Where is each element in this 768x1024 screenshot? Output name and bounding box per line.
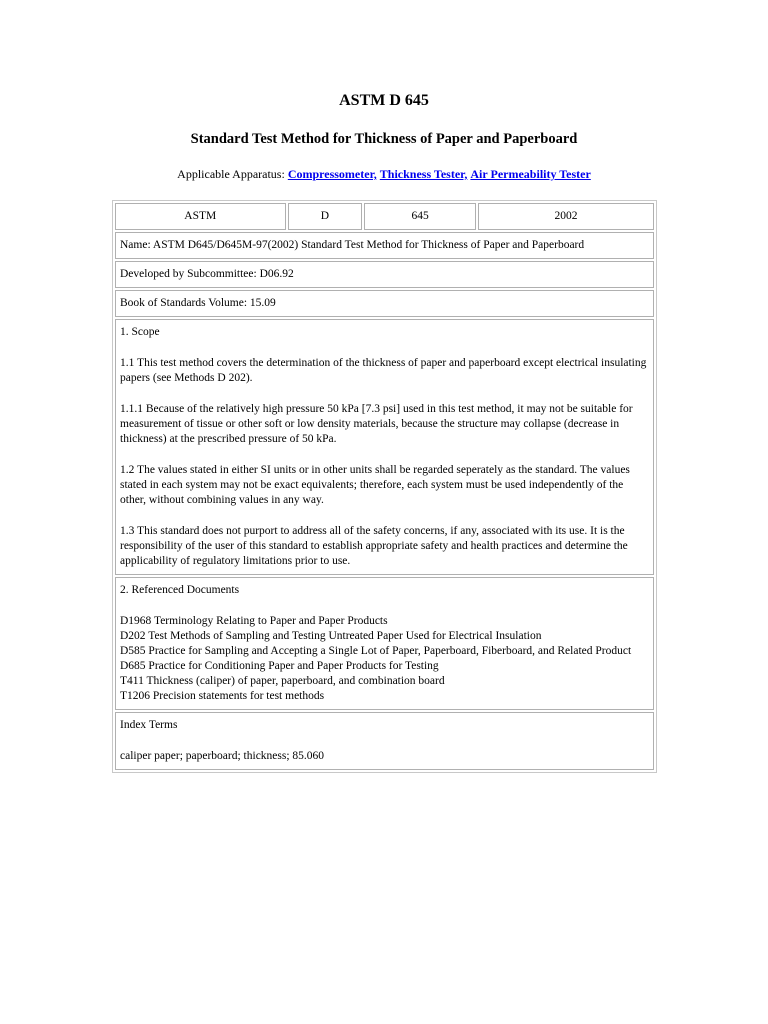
book-volume-cell: Book of Standards Volume: 15.09 — [115, 290, 654, 317]
thickness-tester-link[interactable]: Thickness Tester, — [379, 167, 468, 181]
reference-item: T1206 Precision statements for test methods — [120, 690, 325, 702]
index-terms-text: caliper paper; paperboard; thickness; 85.060 — [120, 750, 325, 762]
reference-item: D585 Practice for Sampling and Accepting a Single Lot of Paper, Paperboard, Fiberboard, and Related Product — [120, 645, 632, 657]
scope-heading: 1. Scope — [120, 326, 160, 338]
air-permeability-tester-link[interactable]: Air Permeability Tester — [470, 167, 591, 181]
reference-item: D202 Test Methods of Sampling and Testing Untreated Paper Used for Electrical Insulation — [120, 630, 542, 642]
references-heading: 2. Referenced Documents — [120, 584, 240, 596]
developed-by-cell: Developed by Subcommittee: D06.92 — [115, 261, 654, 288]
scope-cell — [115, 319, 654, 575]
applicable-apparatus — [0, 167, 768, 182]
header-cell-number: 645 — [364, 203, 476, 230]
page-subtitle: Standard Test Method for Thickness of Paper and Paperboard — [190, 131, 578, 147]
apparatus-label: Applicable Apparatus: — [177, 167, 288, 181]
standard-details-table — [112, 200, 657, 773]
header-cell-letter: D — [288, 203, 363, 230]
header-row-table — [113, 201, 656, 232]
scope-paragraph: 1.2 The values stated in either SI units or in other units shall be regarded seperately as the standard. The values stated in each system may not be exact equivalents; therefore, each system must be used independently of the other, without combining values in any way. — [120, 464, 630, 506]
index-terms-cell — [115, 712, 654, 770]
scope-paragraph: 1.1.1 Because of the relatively high pressure 50 kPa [7.3 psi] used in this test method, it may not be suitable for measurement of tissue or other soft or low density materials, because the structure may collapse (decrease in thickness) at the prescribed pressure of 50 kPa. — [120, 403, 633, 445]
header-row-cell — [115, 203, 654, 230]
index-terms-heading: Index Terms — [120, 719, 178, 731]
scope-paragraph: 1.1 This test method covers the determination of the thickness of paper and paperboard except electrical insulating papers (see Methods D 202). — [120, 357, 647, 384]
reference-item: D1968 Terminology Relating to Paper and Paper Products — [120, 615, 388, 627]
name-cell: Name: ASTM D645/D645M-97(2002) Standard Test Method for Thickness of Paper and Paperboard — [115, 232, 654, 259]
references-list — [120, 614, 649, 704]
reference-item: T411 Thickness (caliper) of paper, paperboard, and combination board — [120, 675, 445, 687]
header-cell-year: 2002 — [478, 203, 654, 230]
scope-paragraph: 1.3 This standard does not purport to address all of the safety concerns, if any, associated with its use. It is the responsibility of the user of this standard to establish appropriate safety and health practices and determine the applicability of regulatory limitations prior to use. — [120, 525, 628, 567]
references-cell — [115, 577, 654, 710]
compressometer-link[interactable]: Compressometer, — [287, 167, 377, 181]
reference-item: D685 Practice for Conditioning Paper and Paper Products for Testing — [120, 660, 439, 672]
page-title: ASTM D 645 — [339, 92, 429, 109]
header-cell-org: ASTM — [115, 203, 286, 230]
